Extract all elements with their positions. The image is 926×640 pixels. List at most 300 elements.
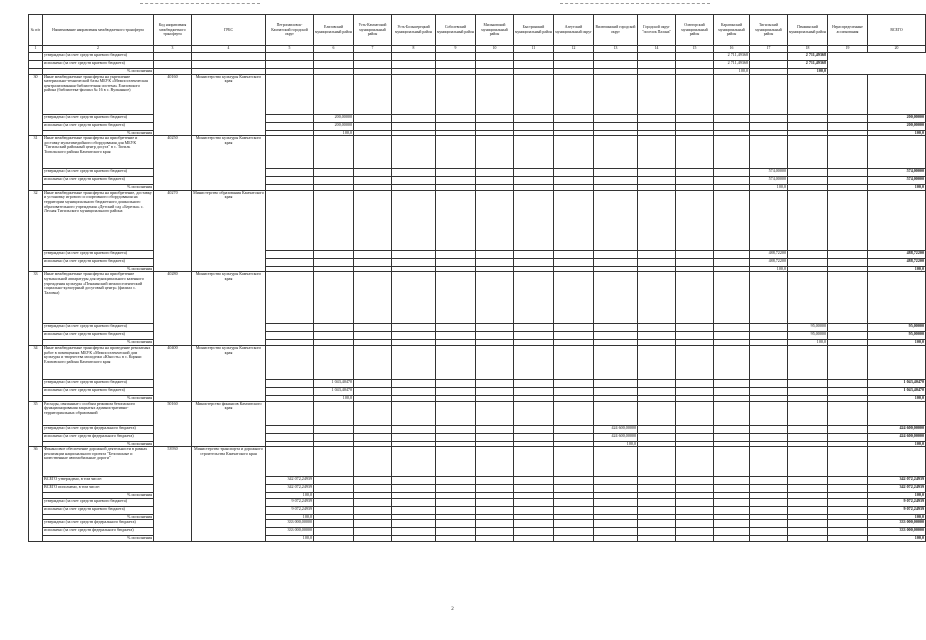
row-label: % исполнения [43, 395, 154, 401]
amount-cell-col-11 [514, 485, 554, 493]
amount-cell-col-8 [392, 387, 436, 395]
amount-cell-col-20: 100,0 [868, 441, 926, 447]
column-header-3: Код направления межбюджетного трансферта [154, 15, 192, 46]
amount-cell-col-5 [266, 425, 314, 433]
scan-mark-top-right [560, 3, 710, 4]
amount-cell-col-20 [868, 190, 926, 250]
amount-cell-col-20: 100,0 [868, 536, 926, 542]
amount-cell-col-15 [676, 447, 714, 477]
amount-cell-col-18 [788, 477, 828, 485]
amount-cell-col-13 [594, 114, 638, 122]
amount-cell-col-12 [554, 136, 594, 169]
amount-cell-col-11 [514, 345, 554, 379]
amount-cell-col-14 [638, 506, 676, 514]
column-number-13: 13 [594, 46, 638, 53]
amount-cell-col-5 [266, 324, 314, 332]
amount-cell-col-5: 342 072,24939 [266, 477, 314, 485]
amount-cell-col-19 [828, 401, 868, 425]
amount-cell-col-19 [828, 332, 868, 340]
amount-cell-col-17 [750, 114, 788, 122]
amount-cell-col-11 [514, 190, 554, 250]
amount-cell-col-16 [638, 53, 676, 61]
amount-cell-col-17 [750, 498, 788, 506]
grbs-ministry: Министерство транспорта и дорожного строительства Камчатского края [192, 447, 266, 542]
amount-cell-col-16 [714, 169, 750, 177]
amount-cell-col-18 [788, 250, 828, 258]
amount-cell-col-8 [392, 506, 436, 514]
amount-cell-col-14 [638, 401, 676, 425]
amount-cell-col-6 [314, 425, 354, 433]
amount-cell-col-9 [436, 498, 476, 506]
amount-cell-col-6 [314, 520, 354, 528]
amount-cell-col-14 [638, 332, 676, 340]
amount-cell-col-15 [676, 169, 714, 177]
amount-cell-col-8 [392, 122, 436, 130]
row-label: % исполнения [43, 69, 154, 75]
amount-cell-col-20: 424 600,00000 [868, 425, 926, 433]
amount-cell-col-17: 488,72200 [750, 258, 788, 266]
amount-cell-col-17 [750, 433, 788, 441]
amount-cell-col-7 [354, 250, 392, 258]
amount-cell-col-19 [828, 528, 868, 536]
column-number-16: 16 [714, 46, 750, 53]
amount-cell-col-20 [868, 345, 926, 379]
amount-cell-col-16 [714, 345, 750, 379]
amount-cell-col-16 [714, 379, 750, 387]
row-label: исполнено (за счет средств краевого бюджета) [43, 332, 154, 340]
entry-row [29, 272, 926, 324]
entry-number-empty [29, 53, 43, 61]
amount-cell-col-6 [314, 177, 354, 185]
amount-cell-col-8 [392, 477, 436, 485]
amount-cell-col-13 [594, 122, 638, 130]
amount-cell-col-10 [476, 528, 514, 536]
transfer-name: Иные межбюджетные трансферты на проведение ремонтных работ в помещениях МБУК «Межпоселенческий дом культуры и творчества молодежи «Юность» в с. Коряки Елизовского района Камчатского края [43, 345, 154, 379]
column-header-1: № п/п [29, 15, 43, 46]
grbs-ministry: Министерство культуры Камчатского края [192, 345, 266, 401]
amount-cell-col-18 [788, 177, 828, 185]
amount-cell-col-12 [554, 498, 594, 506]
amount-cell-col-18: 95,00000 [788, 332, 828, 340]
amount-cell-col-17 [750, 387, 788, 395]
amount-cell-col-11 [514, 258, 554, 266]
amount-cell-col-5: 333 000,00000 [266, 528, 314, 536]
amount-cell-col-6 [314, 272, 354, 324]
amount-cell-col-9 [436, 169, 476, 177]
amount-cell-col-20: 574,00000 [868, 177, 926, 185]
amount-cell-col-10 [476, 498, 514, 506]
row-label: утверждено (за счет средств краевого бюджета) [43, 324, 154, 332]
amount-cell-col-18 [788, 272, 828, 324]
amount-cell-col-16 [714, 528, 750, 536]
amount-cell-col-12 [554, 324, 594, 332]
amount-cell-col-6 [314, 447, 354, 477]
amount-cell-col-15 [676, 250, 714, 258]
amount-cell-col-8 [392, 258, 436, 266]
amount-cell-col-9 [436, 387, 476, 395]
amount-cell-col-13: 424 600,00000 [594, 433, 638, 441]
amount-cell-col-17 [750, 324, 788, 332]
amount-cell-col-13 [594, 379, 638, 387]
amount-cell-col-12 [554, 332, 594, 340]
row-label: исполнено (за счет средств краевого бюджета) [43, 258, 154, 266]
amount-cell-col-7 [354, 401, 392, 425]
column-header-20: ВСЕГО [868, 15, 926, 46]
amount-cell-col-14 [638, 136, 676, 169]
amount-cell-col-6: 200,00000 [314, 114, 354, 122]
amount-cell-col-6 [314, 136, 354, 169]
row-label: исполнено (за счет средств краевого бюджета) [43, 122, 154, 130]
amount-cell-col-11 [514, 272, 554, 324]
amount-cell-col-19 [828, 485, 868, 493]
amount-cell-col-8 [392, 536, 436, 542]
amount-cell-col-11 [514, 520, 554, 528]
amount-cell-col-8 [392, 324, 436, 332]
column-number-1: 1 [29, 46, 43, 53]
amount-cell-col-20 [868, 401, 926, 425]
amount-cell-col-20: 100,0 [868, 266, 926, 272]
amount-cell-col-18 [788, 74, 828, 114]
amount-cell-col-9 [354, 53, 392, 61]
amount-cell-col-13 [594, 485, 638, 493]
amount-cell-col-12 [554, 477, 594, 485]
amount-cell-col-10 [476, 169, 514, 177]
amount-cell-col-16 [714, 114, 750, 122]
column-header-9: Соболевский муниципальный район [436, 15, 476, 46]
transfer-code: 40160 [154, 74, 192, 136]
amount-cell-col-12 [554, 114, 594, 122]
entry-row [29, 447, 926, 477]
amount-cell-col-18 [788, 190, 828, 250]
amount-cell-col-20: 95,00000 [868, 324, 926, 332]
amount-cell-col-15 [676, 324, 714, 332]
amount-cell-col-7 [354, 485, 392, 493]
row-label: утверждено (за счет средств краевого бюджета) [43, 114, 154, 122]
entry-number-empty [29, 61, 43, 69]
amount-cell-col-11 [514, 506, 554, 514]
amount-cell-col-12 [554, 74, 594, 114]
amount-cell-col-12 [554, 433, 594, 441]
amount-cell-col-8 [392, 498, 436, 506]
amount-cell-col-9 [436, 345, 476, 379]
amount-cell-col-15 [676, 272, 714, 324]
amount-cell-col-17 [750, 74, 788, 114]
amount-cell-col-16 [714, 485, 750, 493]
amount-cell-col-13 [514, 61, 554, 69]
amount-cell-col-6 [192, 61, 266, 69]
amount-cell-col-11 [514, 477, 554, 485]
amount-cell-col-6: 1 043,40470 [314, 387, 354, 395]
amount-cell-col-7 [354, 536, 392, 542]
amount-cell-col-15 [676, 74, 714, 114]
amount-cell-col-11 [514, 425, 554, 433]
amount-cell-col-17: 100,0 [750, 185, 788, 191]
amount-cell-col-6 [314, 477, 354, 485]
amount-cell-col-9 [354, 61, 392, 69]
amount-cell-col-20: 424 600,00000 [868, 433, 926, 441]
amount-cell-col-6 [314, 190, 354, 250]
amount-cell-col-9 [436, 332, 476, 340]
amount-cell-col-8 [392, 447, 436, 477]
amount-cell-col-12 [554, 485, 594, 493]
amount-cell-col-14 [638, 258, 676, 266]
amount-cell-col-17 [676, 53, 714, 61]
amount-cell-col-7 [354, 528, 392, 536]
amount-cell-col-20: 488,72200 [868, 250, 926, 258]
column-number-5: 5 [266, 46, 314, 53]
amount-cell-col-11 [514, 332, 554, 340]
amount-cell-col-7 [354, 258, 392, 266]
amount-cell-col-5: 342 072,24939 [266, 485, 314, 493]
amount-cell-col-11 [514, 498, 554, 506]
amount-cell-col-11 [436, 53, 476, 61]
grbs-ministry: Министерство образования Камчатского края [192, 190, 266, 272]
amount-cell-col-12 [554, 169, 594, 177]
amount-cell-col-11 [514, 447, 554, 477]
amount-cell-col-20 [868, 272, 926, 324]
amount-cell-col-20 [868, 74, 926, 114]
amount-cell-col-20: 95,00000 [868, 332, 926, 340]
amount-cell-col-19 [828, 345, 868, 379]
amount-cell-col-5 [266, 258, 314, 266]
amount-cell-col-11 [514, 379, 554, 387]
amount-cell-col-11 [514, 387, 554, 395]
amount-cell-col-14 [638, 190, 676, 250]
amount-cell-col-19 [828, 520, 868, 528]
amount-cell-col-6 [314, 74, 354, 114]
amount-cell-col-14 [554, 53, 594, 61]
amount-row [29, 61, 926, 69]
amount-cell-col-9 [436, 74, 476, 114]
amount-cell-col-13 [594, 258, 638, 266]
amount-cell-col-19 [750, 53, 788, 61]
amount-cell-col-18 [788, 258, 828, 266]
column-header-4: ГРБС [192, 15, 266, 46]
amount-cell-col-5: 9 072,24939 [266, 498, 314, 506]
amount-cell-col-20: 333 000,00000 [868, 520, 926, 528]
amount-cell-col-10 [476, 520, 514, 528]
amount-cell-col-12 [554, 447, 594, 477]
amount-cell-col-18 [788, 401, 828, 425]
amount-cell-col-15 [676, 387, 714, 395]
amount-cell-col-16 [714, 258, 750, 266]
table-body [29, 15, 926, 542]
column-number-8: 8 [392, 46, 436, 53]
amount-cell-col-12 [554, 387, 594, 395]
amount-cell-col-16 [714, 387, 750, 395]
amount-cell-col-8 [392, 190, 436, 250]
amount-cell-col-18 [788, 536, 828, 542]
amount-cell-col-12 [554, 536, 594, 542]
amount-cell-col-5 [266, 272, 314, 324]
amount-cell-col-13 [594, 272, 638, 324]
amount-cell-col-5 [154, 53, 192, 61]
transfer-code: 40280 [154, 272, 192, 346]
amount-cell-col-20: 100,0 [868, 185, 926, 191]
column-number-20: 20 [868, 46, 926, 53]
amount-cell-col-16 [714, 332, 750, 340]
column-number-row [29, 46, 926, 53]
amount-cell-col-9 [436, 190, 476, 250]
amount-cell-col-20: 1 043,40470 [868, 387, 926, 395]
amount-cell-col-19 [828, 177, 868, 185]
amount-cell-col-5 [266, 122, 314, 130]
column-number-17: 17 [750, 46, 788, 53]
amount-cell-col-14 [638, 177, 676, 185]
column-header-5: Петропавловск-Камчатский городской округ [266, 15, 314, 46]
amount-cell-col-13 [594, 401, 638, 425]
amount-cell-col-7 [354, 387, 392, 395]
column-number-3: 3 [154, 46, 192, 53]
amount-cell-col-5 [266, 447, 314, 477]
amount-cell-col-7 [354, 190, 392, 250]
amount-cell-col-8 [392, 169, 436, 177]
amount-cell-col-6 [314, 258, 354, 266]
amount-cell-col-5 [266, 433, 314, 441]
amount-cell-col-7 [354, 74, 392, 114]
amount-cell-col-10 [476, 190, 514, 250]
amount-cell-col-8 [392, 433, 436, 441]
amount-cell-col-13 [594, 387, 638, 395]
entry-number: 36 [29, 447, 43, 542]
amount-cell-col-5 [266, 169, 314, 177]
amount-cell-col-11 [514, 401, 554, 425]
amount-cell-col-19 [828, 447, 868, 477]
amount-cell-col-8 [392, 74, 436, 114]
column-header-8: Усть-Большерецкий муниципальный район [392, 15, 436, 46]
row-label: утверждено (за счет средств краевого бюджета) [43, 53, 154, 61]
amount-cell-col-11 [514, 136, 554, 169]
amount-cell-col-19 [828, 498, 868, 506]
amount-cell-col-15 [676, 177, 714, 185]
amount-cell-col-8 [392, 401, 436, 425]
amount-cell-col-20 [868, 447, 926, 477]
amount-cell-col-20: 100,0 [868, 130, 926, 136]
amount-cell-col-15 [676, 345, 714, 379]
amount-cell-col-15 [594, 53, 638, 61]
amount-cell-col-14 [638, 272, 676, 324]
amount-cell-col-10 [476, 387, 514, 395]
column-header-16: Карагинский муниципальный район [714, 15, 750, 46]
transfer-name: Иные межбюджетные трансферты на приобретение и доставку мультимедийного оборудования для МБУК "Тигильский районный центр досуга" в с. Тигиль Тигильского района Камчатского края [43, 136, 154, 169]
amount-cell-col-12 [554, 122, 594, 130]
row-label: % исполнения [43, 340, 154, 346]
amount-cell-col-15 [676, 477, 714, 485]
column-header-19: Нераспределенные ассигнования [828, 15, 868, 46]
amount-cell-col-16 [714, 506, 750, 514]
amount-cell-col-16 [714, 498, 750, 506]
column-header-14: Городской округ "поселок Палана" [638, 15, 676, 46]
amount-cell-col-19 [828, 258, 868, 266]
amount-cell-col-6 [314, 169, 354, 177]
column-number-7: 7 [354, 46, 392, 53]
amount-cell-col-5: 100,0 [266, 536, 314, 542]
amount-cell-col-20: 100,0 [788, 69, 828, 75]
amount-cell-col-6 [314, 345, 354, 379]
amount-cell-col-16 [638, 61, 676, 69]
transfers-table [28, 14, 926, 542]
amount-cell-col-19 [750, 61, 788, 69]
amount-cell-col-11 [514, 433, 554, 441]
amount-cell-col-17 [750, 272, 788, 324]
amount-cell-col-15 [676, 136, 714, 169]
amount-cell-col-12 [476, 61, 514, 69]
amount-cell-col-15 [676, 379, 714, 387]
amount-cell-col-8 [392, 520, 436, 528]
transfer-name: Финансовое обеспечение дорожной деятельности в рамках реализации национального проекта "Безопасные и качественные автомобильные дороги" [43, 447, 154, 477]
column-header-6: Елизовский муниципальный район [314, 15, 354, 46]
amount-cell-col-17: 100,0 [750, 266, 788, 272]
amount-cell-col-20: 100,0 [868, 514, 926, 520]
amount-cell-col-17 [750, 136, 788, 169]
amount-cell-col-8 [392, 332, 436, 340]
amount-cell-col-6 [314, 433, 354, 441]
amount-cell-col-5 [266, 190, 314, 250]
amount-cell-col-7 [354, 332, 392, 340]
amount-cell-col-15 [676, 528, 714, 536]
amount-cell-col-10 [476, 379, 514, 387]
amount-cell-col-12 [554, 250, 594, 258]
amount-cell-col-9 [436, 114, 476, 122]
amount-cell-col-15 [676, 401, 714, 425]
amount-cell-col-13 [594, 345, 638, 379]
amount-cell-col-17 [750, 477, 788, 485]
column-number-11: 11 [514, 46, 554, 53]
amount-cell-col-18 [788, 136, 828, 169]
amount-cell-col-11 [514, 324, 554, 332]
amount-cell-col-10 [476, 536, 514, 542]
transfer-name: Иные межбюджетные трансферты на укрепление материально-технической базы МБУК «Межпоселенческая централизованная библиотечная система» Елизовского района (библиотека-филиал № 16 в с. Вулканное) [43, 74, 154, 114]
column-header-2: Наименование направления межбюджетного трансферта [43, 15, 154, 46]
amount-cell-col-6 [314, 528, 354, 536]
amount-cell-col-11 [514, 114, 554, 122]
row-label: % исполнения [43, 441, 154, 447]
transfer-code: 40400 [154, 345, 192, 401]
amount-cell-col-16 [714, 401, 750, 425]
amount-cell-col-16 [714, 272, 750, 324]
entry-row [29, 345, 926, 379]
amount-cell-col-13 [594, 74, 638, 114]
row-label: ВСЕГО утверждено, в том числе: [43, 477, 154, 485]
amount-cell-col-6 [314, 536, 354, 542]
amount-cell-col-19 [828, 114, 868, 122]
amount-cell-col-18 [788, 447, 828, 477]
amount-cell-col-18: 100,0 [714, 69, 750, 75]
amount-cell-col-13: 100,0 [594, 441, 638, 447]
amount-cell-col-16 [714, 520, 750, 528]
amount-cell-col-15 [676, 520, 714, 528]
amount-cell-col-17: 574,00000 [750, 169, 788, 177]
row-label: исполнено (за счет средств федерального бюджета) [43, 528, 154, 536]
amount-cell-col-7 [354, 433, 392, 441]
amount-cell-col-15 [676, 190, 714, 250]
amount-cell-col-14 [638, 74, 676, 114]
amount-cell-col-19 [828, 379, 868, 387]
amount-cell-col-7 [354, 272, 392, 324]
amount-cell-col-15 [676, 332, 714, 340]
amount-cell-col-10 [476, 332, 514, 340]
amount-cell-col-13 [594, 498, 638, 506]
amount-cell-col-18: 100,0 [788, 340, 828, 346]
row-label: % исполнения [43, 493, 154, 499]
amount-cell-col-17 [750, 190, 788, 250]
amount-cell-col-16 [714, 74, 750, 114]
amount-cell-col-19 [828, 324, 868, 332]
page-number: 2 [451, 607, 454, 612]
amount-cell-col-9 [436, 477, 476, 485]
amount-cell-col-12 [554, 190, 594, 250]
amount-cell-col-13 [514, 53, 554, 61]
